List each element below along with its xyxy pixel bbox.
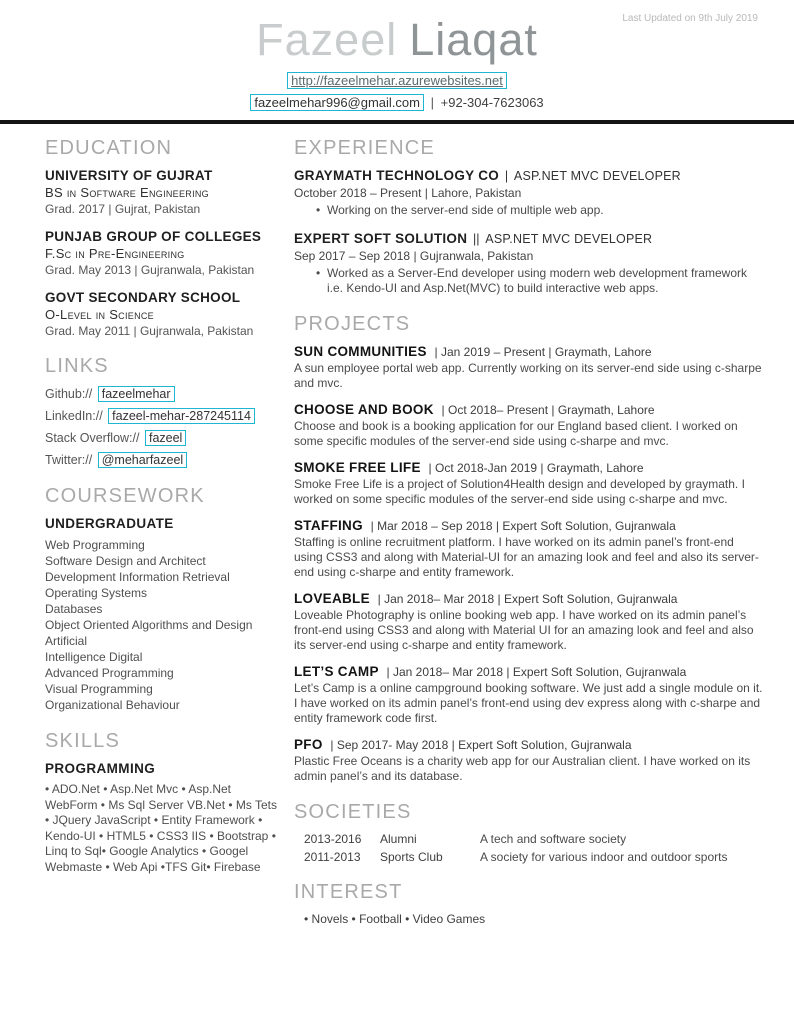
project-name: SUN COMMUNITIES — [294, 344, 427, 360]
graduation-info: Grad. 2017 | Gujrat, Pakistan — [45, 202, 201, 217]
experience-meta: Sep 2017 – Sep 2018 | Gujranwala, Pakistan — [294, 249, 534, 264]
coursework-subtitle: UNDERGRADUATE — [45, 516, 174, 532]
society-row — [294, 832, 764, 846]
github-link[interactable]: fazeelmehar — [98, 386, 175, 402]
project-description: Let’s Camp is a online campground booking software. We just add a single module on it. I have worked on its admin panel’s front-end using dev express along with c-sharpe and entity framework code first. — [294, 681, 763, 726]
experience-bullets — [294, 203, 764, 218]
project-meta: | Jan 2018– Mar 2018 | Expert Soft Solution, Gujranwala — [377, 592, 678, 607]
role-title: ASP.NET MVC DEVELOPER — [513, 169, 681, 184]
project-item — [294, 460, 764, 507]
coursework-section — [45, 485, 278, 713]
last-updated-label: Last Updated on 9th July 2019 — [622, 13, 758, 24]
project-item — [294, 737, 764, 784]
project-item — [294, 518, 764, 580]
coursework-line: Organizational Behaviour — [45, 698, 180, 713]
experience-item — [294, 168, 764, 218]
project-meta: | Oct 2018-Jan 2019 | Graymath, Lahore — [428, 461, 644, 476]
society-description: A tech and software society — [480, 832, 627, 847]
coursework-line: Web Programming — [45, 538, 145, 553]
project-description: Staffing is online recruitment platform. I have worked on its admin panel’s front-end using CSS3 and along with Material-UI for an amazing look and feel and also its server-end using c-sharpe and entity framework. — [294, 535, 759, 580]
society-row — [294, 850, 764, 864]
education-section — [45, 137, 278, 338]
experience-bullet: • Working on the server-end side of multiple web app. — [316, 203, 764, 218]
degree: BS in Software Engineering — [45, 185, 209, 201]
project-name: LOVEABLE — [294, 591, 370, 607]
email-link[interactable]: fazeelmehar996@gmail.com — [250, 94, 424, 111]
interest-list: • Novels • Football • Video Games — [304, 912, 486, 927]
project-name: STAFFING — [294, 518, 363, 534]
twitter-link[interactable]: @meharfazeel — [98, 452, 187, 468]
project-item — [294, 664, 764, 726]
right-column — [294, 137, 764, 926]
school-name: GOVT SECONDARY SCHOOL — [45, 290, 241, 306]
link-prefix: Github:// — [45, 387, 93, 402]
website-link[interactable]: http://fazeelmehar.azurewebsites.net — [287, 72, 507, 89]
education-item — [45, 168, 278, 216]
project-title — [294, 737, 764, 752]
education-item — [45, 290, 278, 338]
experience-item — [294, 231, 764, 296]
experience-title — [294, 168, 764, 183]
contact-separator: | — [430, 95, 435, 111]
left-column — [45, 137, 278, 926]
coursework-line: Artificial — [45, 634, 88, 649]
experience-bullet: • Worked as a Server-End developer using modern web development framework i.e. Kendo-UI and Asp.Net(MVC) to build interactive web apps. — [316, 266, 764, 296]
company-name: GRAYMATH TECHNOLOGY CO — [294, 168, 500, 184]
societies-heading: SOCIETIES — [294, 801, 412, 824]
project-item — [294, 402, 764, 449]
project-title — [294, 344, 764, 359]
project-title — [294, 402, 764, 417]
project-title — [294, 591, 764, 606]
coursework-line: Object Oriented Algorithms and Design — [45, 618, 253, 633]
project-description: Loveable Photography is online booking web app. I have worked on its admin panel’s front-end using CSS3 and along with Material UI for an amazing look and feel and also its server-end using c-sharpe and entity framework. — [294, 608, 754, 653]
coursework-line: Visual Programming — [45, 682, 153, 697]
coursework-line: Software Design and Architect — [45, 554, 206, 569]
role-title: ASP.NET MVC DEVELOPER — [485, 232, 653, 247]
education-item — [45, 229, 278, 277]
link-item — [45, 430, 278, 446]
company-name: EXPERT SOFT SOLUTION — [294, 231, 468, 247]
interest-heading: INTEREST — [294, 881, 403, 904]
education-heading: EDUCATION — [45, 137, 173, 160]
last-name: Liaqat — [409, 14, 538, 65]
project-title — [294, 664, 764, 679]
degree: O-Level in Science — [45, 307, 154, 323]
project-meta: | Mar 2018 – Sep 2018 | Expert Soft Solution, Gujranwala — [370, 519, 676, 534]
linkedin-link[interactable]: fazeel-mehar-287245114 — [108, 408, 255, 424]
link-prefix: Twitter:// — [45, 453, 93, 468]
project-meta: | Oct 2018– Present | Graymath, Lahore — [441, 403, 655, 418]
skills-heading: SKILLS — [45, 730, 121, 753]
link-prefix: LinkedIn:// — [45, 409, 103, 424]
links-section — [45, 355, 278, 468]
project-description: Smoke Free Life is a project of Solution4Health design and developed by graymath. I worked on some specific modules of the server-end side using c-sharpe and mvc. — [294, 477, 745, 507]
school-name: UNIVERSITY OF GUJRAT — [45, 168, 213, 184]
coursework-line: Advanced Programming — [45, 666, 174, 681]
project-description: Plastic Free Oceans is a charity web app for our Australian client. I have worked on its admin panel’s and its database. — [294, 754, 751, 784]
project-description: Choose and book is a booking application for our England based client. I worked on some specific modules of the server-end side using c-sharpe and mvc. — [294, 419, 738, 449]
website-row — [0, 72, 794, 89]
interest-section — [294, 881, 764, 926]
experience-section — [294, 137, 764, 296]
project-title — [294, 518, 764, 533]
coursework-line: Intelligence Digital — [45, 650, 143, 665]
stackoverflow-link[interactable]: fazeel — [145, 430, 186, 446]
graduation-info: Grad. May 2011 | Gujranwala, Pakistan — [45, 324, 254, 339]
coursework-line: Operating Systems — [45, 586, 148, 601]
link-item — [45, 408, 278, 424]
project-description: A sun employee portal web app. Currently working on its server-end side using c-sharpe and mvc. — [294, 361, 762, 391]
first-name: Fazeel — [256, 14, 398, 65]
projects-section — [294, 313, 764, 784]
project-name: LET’S CAMP — [294, 664, 379, 680]
graduation-info: Grad. May 2013 | Gujranwala, Pakistan — [45, 263, 255, 278]
societies-section — [294, 801, 764, 864]
society-years: 2011-2013 — [304, 850, 361, 865]
link-item — [45, 386, 278, 402]
link-item — [45, 452, 278, 468]
project-meta: | Sep 2017- May 2018 | Expert Soft Solution, Gujranwala — [330, 738, 632, 753]
project-meta: | Jan 2018– Mar 2018 | Expert Soft Solution, Gujranwala — [386, 665, 687, 680]
school-name: PUNJAB GROUP OF COLLEGES — [45, 229, 262, 245]
projects-heading: PROJECTS — [294, 313, 411, 336]
project-name: PFO — [294, 737, 323, 753]
project-name: SMOKE FREE LIFE — [294, 460, 421, 476]
skills-list: • ADO.Net • Asp.Net Mvc • Asp.Net WebForm • Ms Sql Server VB.Net • Ms Tets • JQuery JavaScript • Entity Framework • Kendo-UI • HTML5 • CSS3 IIS • Bootstrap • Linq to Sql• Google Analytics • Googel Webmaste • Web Api •TFS Git• Firebase — [45, 782, 278, 874]
experience-title — [294, 231, 764, 246]
project-item — [294, 591, 764, 653]
phone-number: +92-304-7623063 — [440, 95, 544, 111]
society-years: 2013-2016 — [304, 832, 362, 847]
contact-row — [0, 94, 794, 111]
experience-meta: October 2018 – Present | Lahore, Pakistan — [294, 186, 522, 201]
experience-heading: EXPERIENCE — [294, 137, 435, 160]
skills-section — [45, 730, 278, 875]
project-name: CHOOSE AND BOOK — [294, 402, 434, 418]
content-columns — [0, 124, 794, 926]
title-divider: || — [473, 232, 480, 247]
project-title — [294, 460, 764, 475]
degree: F.Sc in Pre-Engineering — [45, 246, 185, 262]
society-name: Alumni — [380, 832, 417, 847]
society-description: A society for various indoor and outdoor sports — [480, 850, 728, 865]
society-name: Sports Club — [380, 850, 443, 865]
skills-subtitle: PROGRAMMING — [45, 761, 156, 777]
experience-bullets — [294, 266, 764, 296]
coursework-line: Databases — [45, 602, 103, 617]
coursework-heading: COURSEWORK — [45, 485, 205, 508]
links-heading: LINKS — [45, 355, 109, 378]
project-item — [294, 344, 764, 391]
page-title — [0, 0, 794, 63]
coursework-line: Development Information Retrieval — [45, 570, 230, 585]
link-prefix: Stack Overflow:// — [45, 431, 140, 446]
project-meta: | Jan 2019 – Present | Graymath, Lahore — [434, 345, 652, 360]
title-divider: | — [504, 169, 509, 184]
